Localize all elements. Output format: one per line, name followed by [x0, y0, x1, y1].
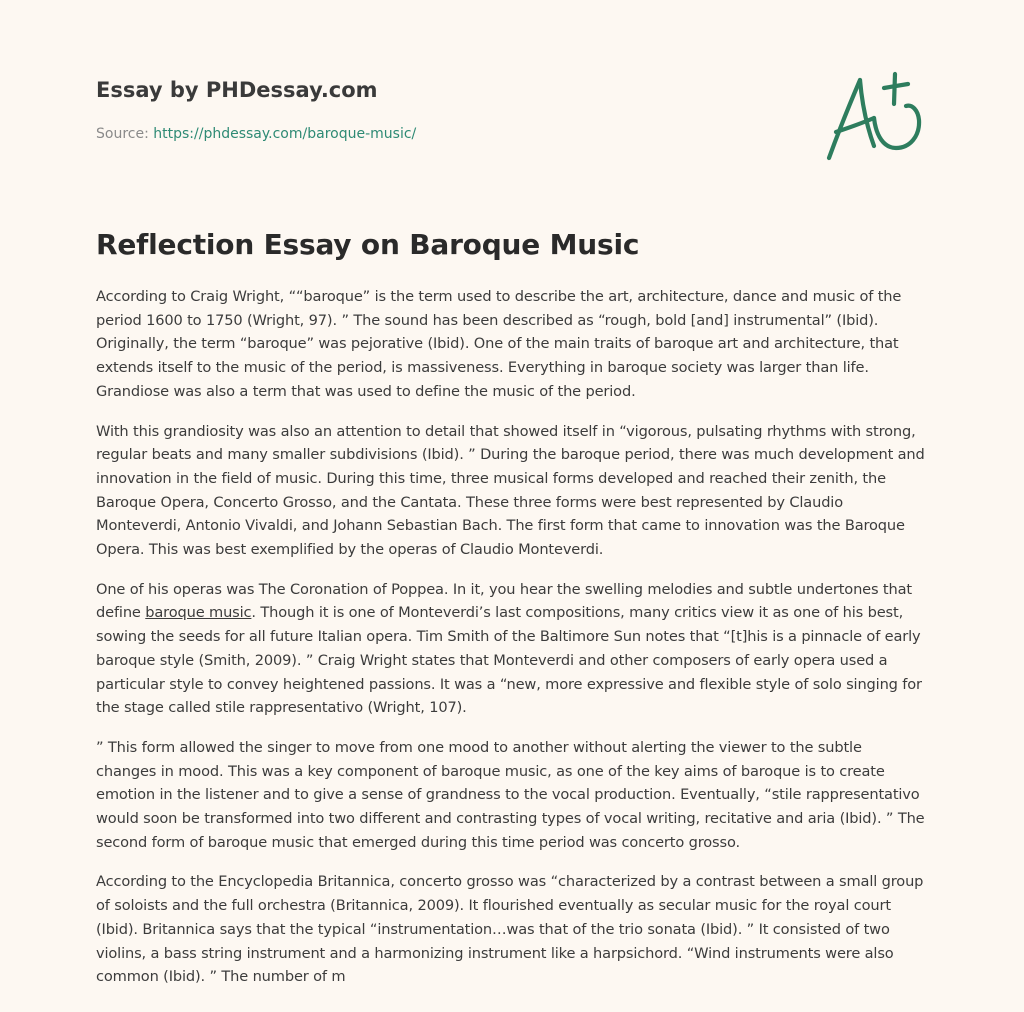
paragraph-text: One of his operas was The Coronation of Poppea. In it, you hear the swelling melodies and subtle undertones that define: [96, 580, 912, 622]
baroque-music-link[interactable]: baroque music: [145, 604, 252, 622]
paragraph-text: . Though it is one of Monteverdi’s last compositions, many critics view it as one of his best, sowing the seeds for all future Italian opera. Tim Smith of the Baltimore Sun notes that “[t]his is a pinnacle of early baroque style (Smith, 2009). ” Craig Wright states that Monteverdi and other composers of early opera used a particular style to convey heightened passions. It was a “new, more expressive and flexible style of solo singing for the stage called stile rappresentativo (Wright, 107).: [96, 604, 922, 717]
site-brand: Essay by PHDessay.com: [96, 78, 378, 102]
paragraph: According to Craig Wright, ““baroque” is the term used to describe the art, architecture, dance and music of the period 1600 to 1750 (Wright, 97). ” The sound has been described as “rough, bold [and] instrumental” (Ibid). Originally, the term “baroque” was pejorative (Ibid). One of the main traits of baroque art and architecture, that extends itself to the music of the period, is massiveness. Everything in baroque society was larger than life. Grandiose was also a term that was used to define the music of the period.: [96, 288, 902, 400]
paragraph: With this grandiosity was also an attention to detail that showed itself in “vigorous, pulsating rhythms with strong, regular beats and many smaller subdivisions (Ibid). ” During the baroque period, there was much development and innovation in the field of music. During this time, three musical forms developed and reached their zenith, the Baroque Opera, Concerto Grosso, and the Cantata. These three forms were best represented by Claudio Monteverdi, Antonio Vivaldi, and Johann Sebastian Bach. The first form that came to innovation was the Baroque Opera. This was best exemplified by the operas of Claudio Monteverdi.: [96, 422, 925, 559]
paragraph: According to the Encyclopedia Britannica, concerto grosso was “characterized by a contrast between a small group of soloists and the full orchestra (Britannica, 2009). It flourished eventually as secular music for the royal court (Ibid). Britannica says that the typical “instrumentation…was that of the trio sonata (Ibid). ” It consisted of two violins, a bass string instrument and a harmonizing instrument like a harpsichord. “Wind instruments were also common (Ibid). ” The number of m: [96, 873, 924, 986]
source-label: Source:: [96, 126, 154, 142]
page-header: [96, 76, 696, 144]
paragraph: ” This form allowed the singer to move from one mood to another without alerting the viewer to the subtle changes in mood. This was a key component of baroque music, as one of the key aims of baroque is to create emotion in the listener and to give a sense of grandness to the vocal production. Eventually, “stile rappresentativo would soon be transformed into two different and contrasting types of vocal writing, recitative and aria (Ibid). ” The second form of baroque music that emerged during this time period was concerto grosso.: [96, 738, 925, 851]
source-link[interactable]: https://phdessay.com/baroque-music/: [153, 126, 417, 142]
essay-body: [96, 285, 926, 1005]
paragraph: [96, 578, 926, 720]
essay-title: Reflection Essay on Baroque Music: [96, 228, 640, 261]
a-plus-icon: [822, 66, 928, 166]
source-line: [96, 124, 696, 144]
